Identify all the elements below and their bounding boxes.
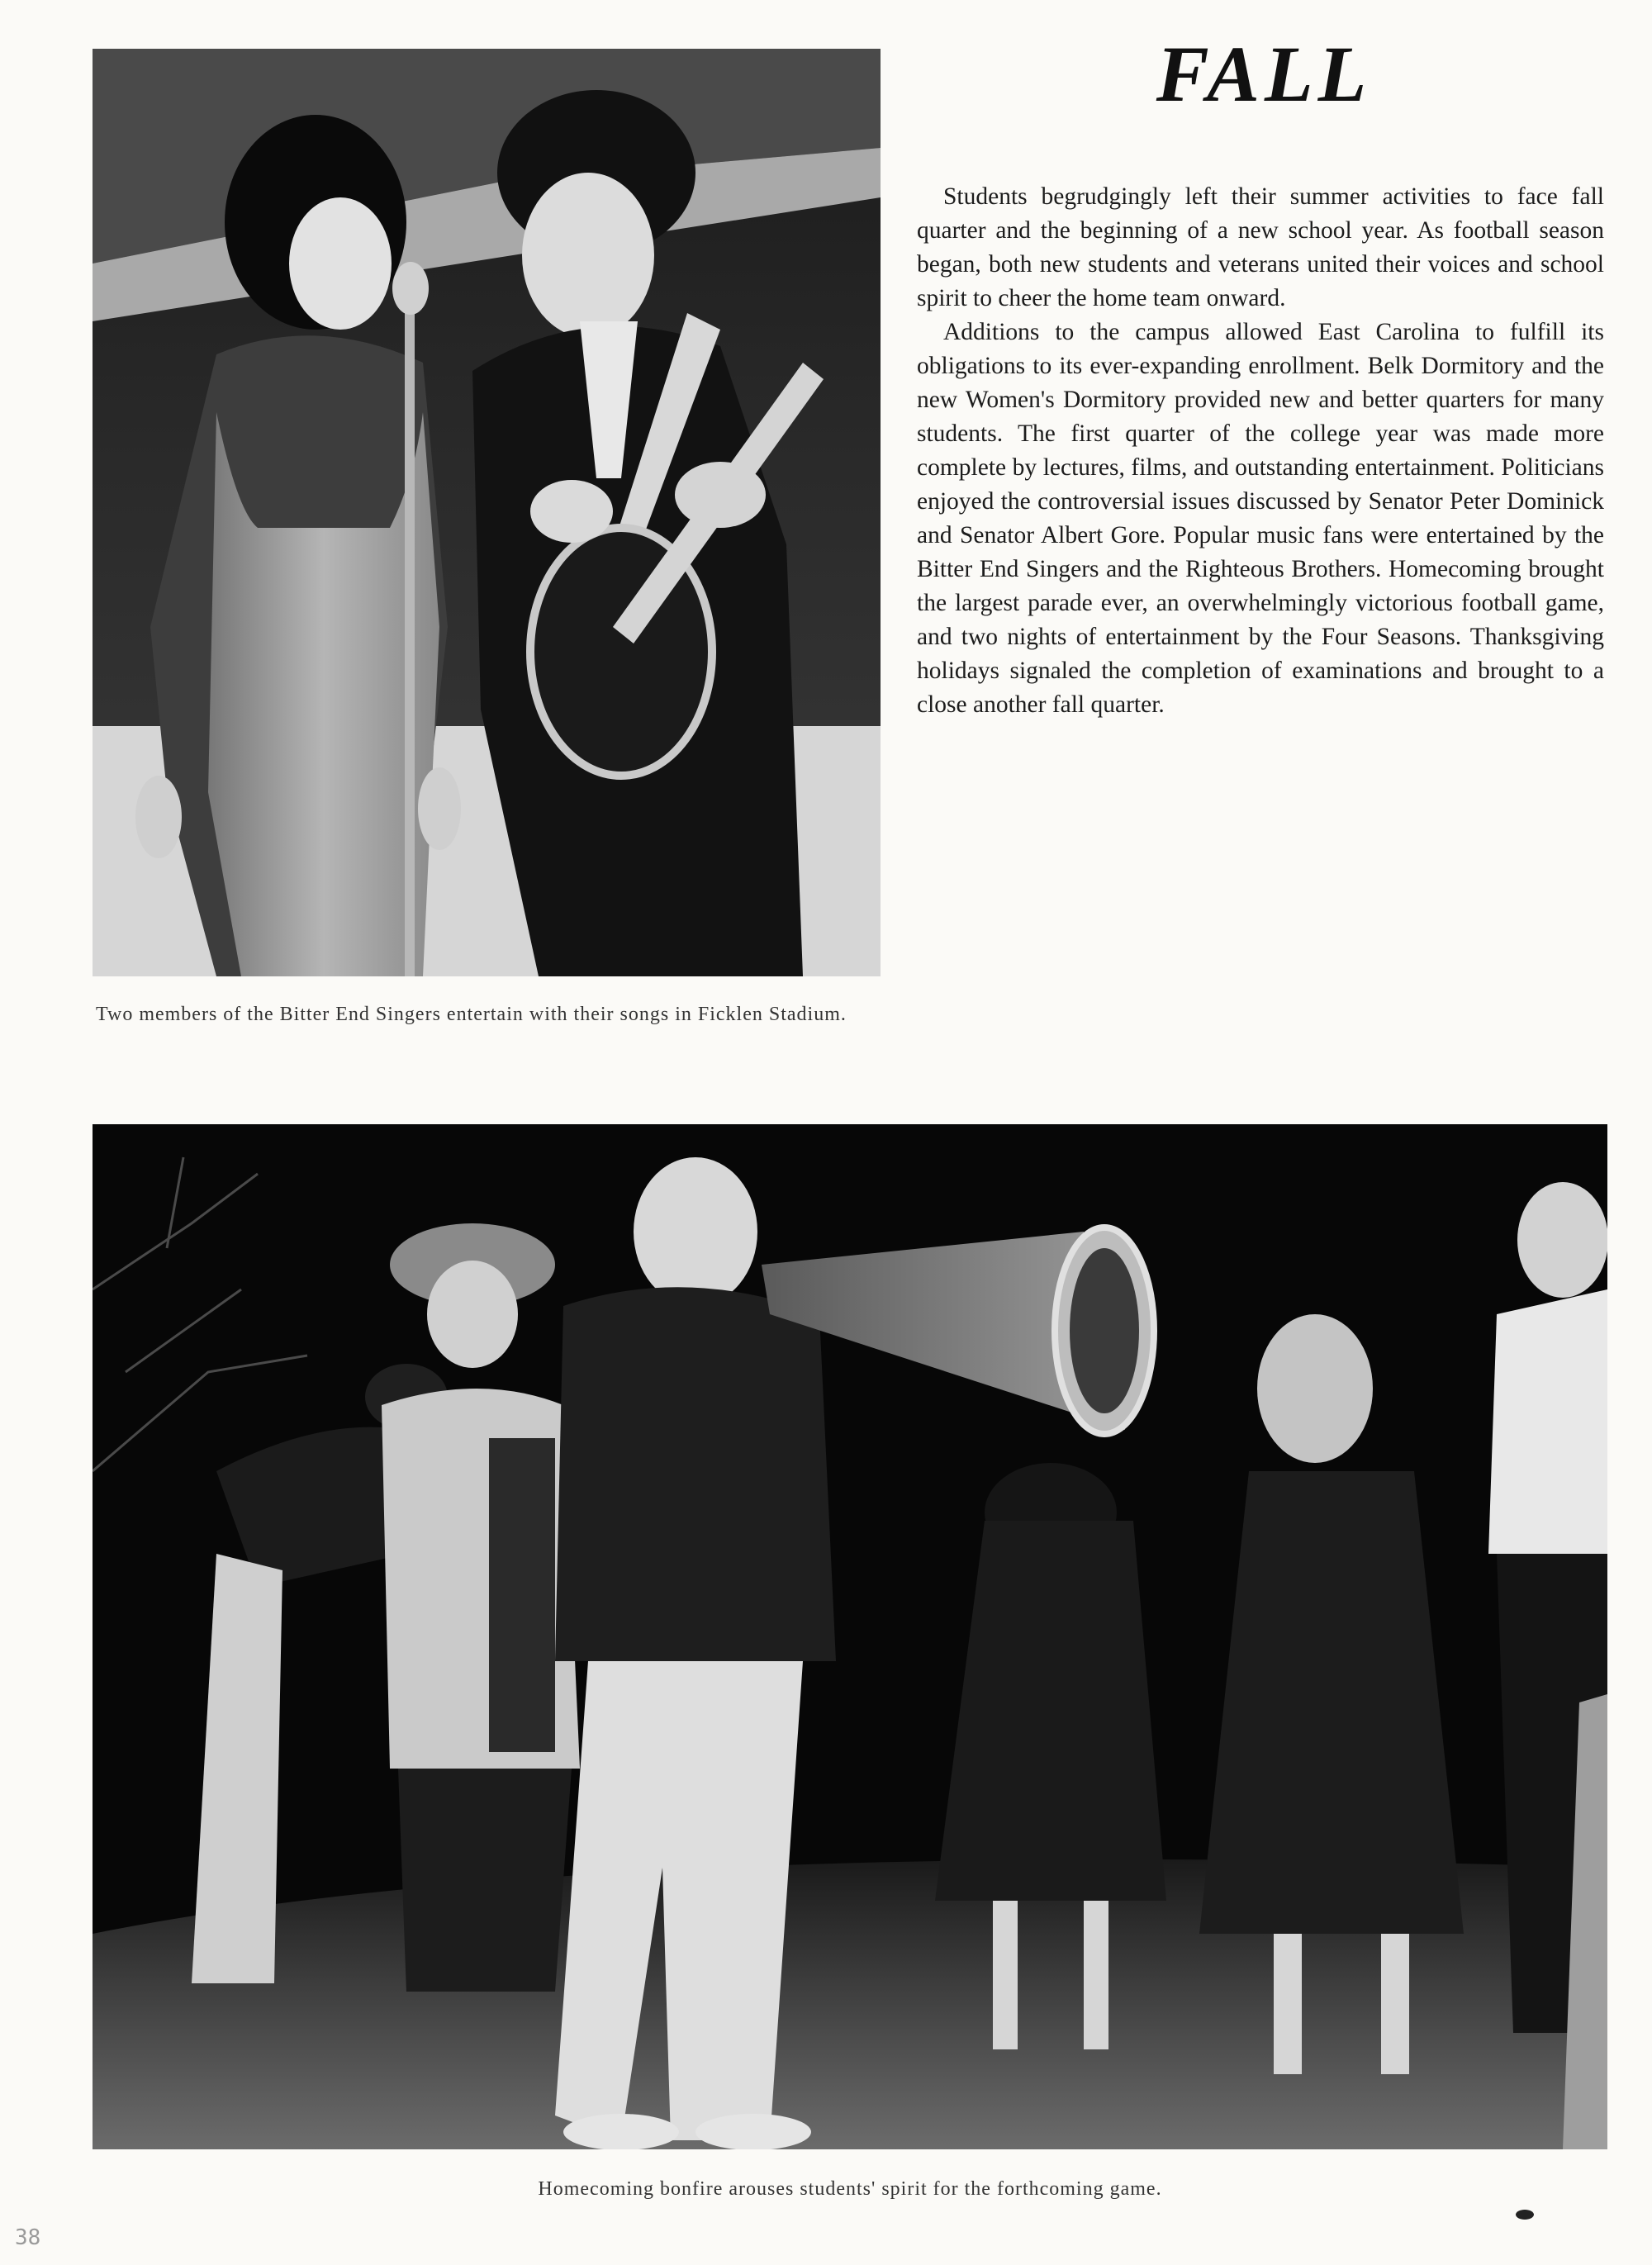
caption-singers: Two members of the Bitter End Singers entertain with their songs in Ficklen Stadium. — [96, 1004, 847, 1025]
article-paragraph: Students begrudgingly left their summer activities to face fall quarter and the beginning of a new school year. As football season began, both new students and veterans united their voices and school spirit to cheer the home team onward. — [917, 183, 1604, 311]
page-title: FALL — [1156, 30, 1372, 118]
page-number: 38 — [15, 2225, 41, 2250]
photo-homecoming-bonfire — [93, 1124, 1607, 2149]
caption-bonfire: Homecoming bonfire arouses students' spirit for the forthcoming game. — [538, 2178, 1162, 2200]
article-body — [917, 180, 1604, 722]
bonfire-photo-illustration — [93, 1124, 1607, 2149]
singers-photo-illustration — [93, 49, 881, 976]
article-paragraph: Additions to the campus allowed East Carolina to fulfill its obligations to its ever-expanding enrollment. Belk Dormitory and the new Women's Dormitory provided new and better quarters for many students. The first quarter of the college year was made more complete by lectures, films, and outstanding entertainment. Politicians enjoyed the controversial issues discussed by Senator Peter Dominick and Senator Albert Gore. Popular music fans were entertained by the Bitter End Singers and the Righteous Brothers. Homecoming brought the largest parade ever, an overwhelmingly victorious football game, and two nights of entertainment by the Four Seasons. Thanksgiving holidays signaled the completion of examinations and brought to a close another fall quarter. — [917, 319, 1604, 718]
ink-mark — [1516, 2210, 1534, 2220]
photo-bitter-end-singers — [93, 49, 881, 976]
